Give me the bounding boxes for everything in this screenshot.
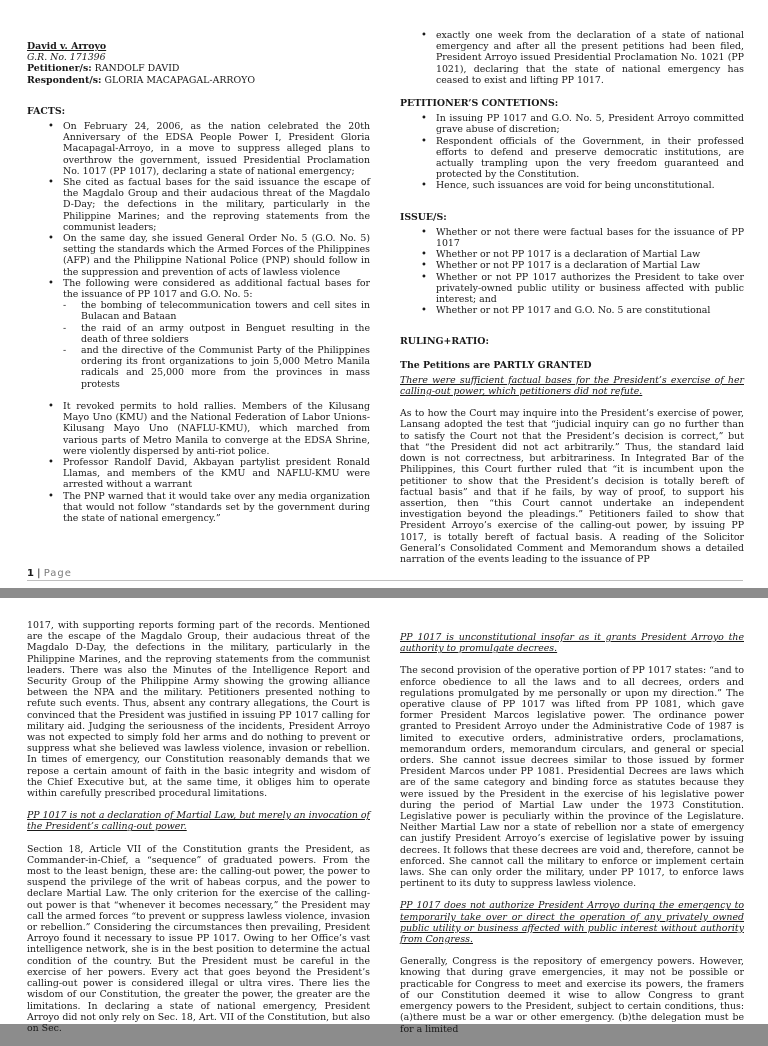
facts-list-continued [27, 401, 370, 524]
doctrine-takeover: PP 1017 does not authorize President Arroyo during the emergency to temporarily take over or direct the operation of any privately owned public utility or business affected with public interest without authority from Congress. [400, 900, 744, 946]
fact-item [63, 278, 370, 390]
ruling-heading: RULING+RATIO: [400, 336, 489, 348]
respondent-label: Respondent/s: [27, 74, 102, 86]
doctrine-martial-law: PP 1017 is not a declaration of Martial Law, but merely an invocation of the President’s calling-out power. [27, 810, 370, 833]
issue-item: • Whether or not PP 1017 and G.O. No. 5 are constitutional [436, 305, 744, 316]
issue-item: • Whether or not PP 1017 is a declaration of Martial Law [436, 260, 744, 271]
facts-heading: FACTS: [27, 105, 66, 117]
doctrine-factual-bases: There were sufficient factual bases for the President’s exercise of her calling-out power, which petitioners did not refute. [400, 374, 744, 398]
fact-item: • It revoked permits to hold rallies. Members of the Kilusang Mayo Uno (KMU) and the National Federation of Labor Unions-Kilusang Mayo Uno (NAFLU-KMU), which marched from various parts of Metro Manila to converge at the EDSA Shrine, were violently dispersed by anti-riot police. [63, 401, 370, 457]
footer-separator: | [33, 568, 44, 579]
ruling-paragraph: The second provision of the operative portion of PP 1017 states: “and to enforce obedience to all the laws and to all decrees, orders and regulations promulgated by me personally or upon my direction.” The operative clause of PP 1017 was lifted from PP 1081, which gave former President Marcos legislative power. The ordinance power granted to President Arroyo under the Administrative Code of 1987 is limited to executive orders, administrative orders, proclamations, memorandum orders, memorandum circulars, and general or special orders. She cannot issue decrees similar to those issued by former President Marcos under PP 1081. Presidential Decrees are laws which are of the same category and binding force as statutes because they were issued by the President in the exercise of his legislative power during the period of Martial Law under the 1973 Constitution. Legislative power is peculiarly within the province of the Legislature. Neither Martial Law nor a state of rebellion nor a state of emergency can justify President Arroyo’s exercise of legislative power by issuing decrees. It follows that these decrees are void and, therefore, cannot be enforced. She cannot call the military to enforce or implement certain laws. She can only order the military, under PP 1017, to enforce laws pertinent to its duty to suppress lawless violence. [400, 665, 744, 890]
facts-list [27, 121, 370, 390]
sub-fact-item: - the bombing of telecommunication towers and cell sites in Bulacan and Bataan [81, 300, 370, 322]
footer-divider [27, 580, 743, 581]
contentions-heading: PETITIONER’S CONTETIONS: [400, 98, 559, 110]
issues-list [400, 227, 744, 317]
spacer [27, 390, 370, 401]
contention-item: • Hence, such issuances are void for being unconstitutional. [436, 180, 744, 191]
ruling-paragraph: 1017, with supporting reports forming part of the records. Mentioned are the escape of the Magdalo Group, their audacious threat of the Magdalo D-Day, the defections in the military, particularly in the Philippine Marines, and the reproving statements from the communist leaders. There was also the Minutes of the Intelligence Report and Security Group of the Philippine Army showing the growing alliance between the NPA and the military. Petitioners presented nothing to refute such events. Thus, absent any contrary allegations, the Court is convinced that the President was justified in issuing PP 1017 calling for military aid. Judging the seriousness of the incidents, President Arroyo was not expected to simply fold her arms and do nothing to prevent or suppress what she believed was lawless violence, invasion or rebellion. In times of emergency, our Constitution reasonably demands that we repose a certain amount of faith in the basic integrity and wisdom of the Chief Executive but, at the same time, it obliges him to operate within carefully prescribed procedural limitations. [27, 620, 370, 800]
page1-left-column [27, 30, 370, 524]
doctrine-decrees: PP 1017 is unconstitutional insofar as it grants President Arroyo the authority to promulgate decrees. [400, 632, 744, 655]
sub-fact-item: - and the directive of the Communist Party of the Philippines ordering its front organizations to join 5,000 Metro Manila radicals and 25,000 more from the provinces in mass protests [81, 345, 370, 390]
contention-item: • Respondent officials of the Government, in their professed efforts to defend and preserve democratic institutions, are actually trampling upon the very freedom guaranteed and protected by the Constitution. [436, 136, 744, 181]
page2-right-column [400, 632, 744, 1046]
ruling-paragraph: As to how the Court may inquire into the President’s exercise of power, Lansang adopted the test that “judicial inquiry can go no further than to satisfy the Court not that the President’s decision is correct,” but that “the President did not act arbitrarily.” Thus, the standard laid down is not correctness, but arbitrariness. In Integrated Bar of the Philippines, this Court further ruled that “it is incumbent upon the petitioner to show that the President’s decision is totally bereft of factual basis” and that if he fails, by way of proof, to support his assertion, then “this Court cannot undertake an independent investigation beyond the pleadings.” Petitioners failed to show that President Arroyo’s exercise of the calling-out power, by issuing PP 1017, is totally bereft of factual basis. A reading of the Solicitor General’s Consolidated Comment and Memorandum shows a detailed narration of the events leading to the issuance of PP [400, 408, 744, 565]
page2-left-column [27, 620, 370, 1045]
contention-item: • In issuing PP 1017 and G.O. No. 5, President Arroyo committed grave abuse of discretion; [436, 113, 744, 135]
petitioner-label: Petitioner/s: [27, 63, 92, 75]
fact-item: • She cited as factual bases for the said issuance the escape of the Magdalo Group and their audacious threat of the Magdalo D-Day; the defections in the military, particularly in the Philippine Marines; and the reproving statements from the communist leaders; [63, 177, 370, 233]
fact-item: • exactly one week from the declaration of a state of national emergency and after all the present petitions had been filed, President Arroyo issued Presidential Proclamation No. 1021 (PP 1021), declaring that the state of national emergency has ceased to exist and lifting PP 1017. [436, 30, 744, 86]
issue-item: • Whether or not there were factual bases for the issuance of PP 1017 [436, 227, 744, 249]
petitioner-line [27, 63, 370, 74]
page1-right-column [400, 30, 744, 576]
issue-item: • Whether or not PP 1017 authorizes the President to take over privately-owned public utility or business affected with public interest; and [436, 272, 744, 306]
respondent-name: GLORIA MACAPAGAL-ARROYO [101, 74, 256, 86]
contentions-list [400, 113, 744, 191]
respondent-line [27, 75, 370, 86]
facts-list-right [400, 30, 744, 86]
petitions-granted-heading: The Petitions are PARTLY GRANTED [400, 359, 592, 371]
ruling-paragraph: Section 18, Article VII of the Constitution grants the President, as Commander-in-Chief, a “sequence” of graduated powers. From the most to the least benign, these are: the calling-out power, the power to suspend the privilege of the writ of habeas corpus, and the power to declare Martial Law. The only criterion for the exercise of the calling-out power is that “whenever it becomes necessary,” the President may call the armed forces “to prevent or suppress lawless violence, invasion or rebellion.” Considering the circumstances then prevailing, President Arroyo found it necessary to issue PP 1017. Owing to her Office’s vast intelligence network, she is in the best position to determine the actual condition of the country. But the President must be careful in the exercise of her powers. Every act that goes beyond the President’s calling-out power is considered illegal or ultra vires. There lies the wisdom of our Constitution, the greater the power, the greater are the limitations. In declaring a state of national emergency, President Arroyo did not only rely on Sec. 18, Art. VII of the Constitution, but also on Sec. [27, 843, 370, 1034]
ruling-paragraph: Generally, Congress is the repository of emergency powers. However, knowing that during grave emergencies, it may not be possible or practicable for Congress to meet and exercise its powers, the framers of our Constitution deemed it wise to allow Congress to grant emergency powers to the President, subject to certain conditions, thus: (a)there must be a war or other emergency. (b)the delegation must be for a limited [400, 956, 744, 1035]
fact-item: • On the same day, she issued General Order No. 5 (G.O. No. 5) setting the standards which the Armed Forces of the Philippines (AFP) and the Philippine National Police (PNP) should follow in the suppression and prevention of acts of lawless violence [63, 233, 370, 278]
document-page-2 [0, 598, 768, 1035]
sub-facts-list [63, 300, 370, 390]
fact-item: • The PNP warned that it would take over any media organization that would not follow “standards set by the government during the state of national emergency.” [63, 491, 370, 525]
fact-item: • On February 24, 2006, as the nation celebrated the 20th Anniversary of the EDSA People Power I, President Gloria Macapagal-Arroyo, in a move to suppress alleged plans to overthrow the government, issued Presidential Proclamation No. 1017 (PP 1017), declaring a state of national emergency; [63, 121, 370, 177]
issue-item: • Whether or not PP 1017 is a declaration of Martial Law [436, 249, 744, 260]
page-number: 1 [27, 568, 34, 579]
page-footer [27, 568, 72, 579]
issues-heading: ISSUE/S: [400, 211, 447, 223]
footer-page-label: Page [43, 568, 72, 579]
gr-number: G.R. No. 171396 [27, 52, 106, 64]
fact-item: • Professor Randolf David, Akbayan partylist president Ronald Llamas, and members of the KMU and NAFLU-KMU were arrested without a warrant [63, 457, 370, 491]
fact-item-text: The following were considered as additional factual bases for the issuance of PP 1017 and G.O. No. 5: [63, 277, 370, 301]
petitioner-name: RANDOLF DAVID [91, 63, 180, 75]
sub-fact-item: - the raid of an army outpost in Benguet resulting in the death of three soldiers [81, 323, 370, 345]
case-title: David v. Arroyo [27, 41, 107, 52]
